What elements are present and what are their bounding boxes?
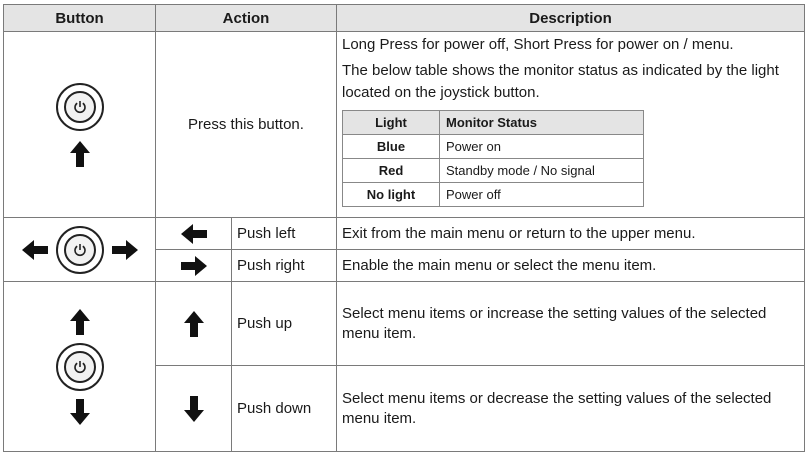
left-right-button-cell [4,218,156,282]
power-symbol-icon [73,243,87,257]
arrow-left-icon [22,240,48,260]
joystick-button-icon [56,83,104,131]
arrow-up-icon [70,309,90,335]
status-light: Blue [343,135,440,159]
power-symbol-icon [73,360,87,374]
power-button-cell [4,32,156,218]
table-row-up [4,282,805,366]
status-value: Standby mode / No signal [440,159,644,183]
status-value: Power on [440,135,644,159]
power-desc-line1: Long Press for power off, Short Press for power on / menu. [342,36,734,53]
power-action: Press this button. [156,32,337,218]
arrow-right-icon [112,240,138,260]
header-button: Button [4,5,156,32]
arrow-down-icon [70,399,90,425]
arrow-up-icon [184,311,204,337]
joystick-button-icon [56,226,104,274]
status-light: No light [343,183,440,207]
up-description: Select menu items or increase the setting values of the selected menu item. [337,282,805,366]
status-value: Power off [440,183,644,207]
table-row-left [4,218,805,250]
status-row [343,135,644,159]
up-action: Push up [232,282,337,366]
arrow-up-icon [70,141,90,167]
right-description: Enable the main menu or select the menu item. [337,250,805,282]
arrow-right-icon [181,256,207,276]
left-action: Push left [232,218,337,250]
power-symbol-icon [73,100,87,114]
up-down-button-cell [4,282,156,452]
down-arrow-cell [156,366,232,452]
monitor-status-table [342,110,644,207]
right-arrow-cell [156,250,232,282]
down-action: Push down [232,366,337,452]
status-light: Red [343,159,440,183]
arrow-left-icon [181,224,207,244]
status-header-light: Light [343,111,440,135]
power-description [337,32,805,218]
button-reference-table [3,4,805,452]
left-description: Exit from the main menu or return to the upper menu. [337,218,805,250]
header-row [4,5,805,32]
power-desc-line2: The below table shows the monitor status as indicated by the light located on the joystick button. [342,62,779,101]
status-row [343,159,644,183]
status-header-status: Monitor Status [440,111,644,135]
header-action: Action [156,5,337,32]
joystick-button-icon [56,343,104,391]
left-arrow-cell [156,218,232,250]
arrow-down-icon [184,396,204,422]
header-description: Description [337,5,805,32]
table-row-power [4,32,805,218]
status-row [343,183,644,207]
down-description: Select menu items or decrease the setting values of the selected menu item. [337,366,805,452]
up-arrow-cell [156,282,232,366]
right-action: Push right [232,250,337,282]
